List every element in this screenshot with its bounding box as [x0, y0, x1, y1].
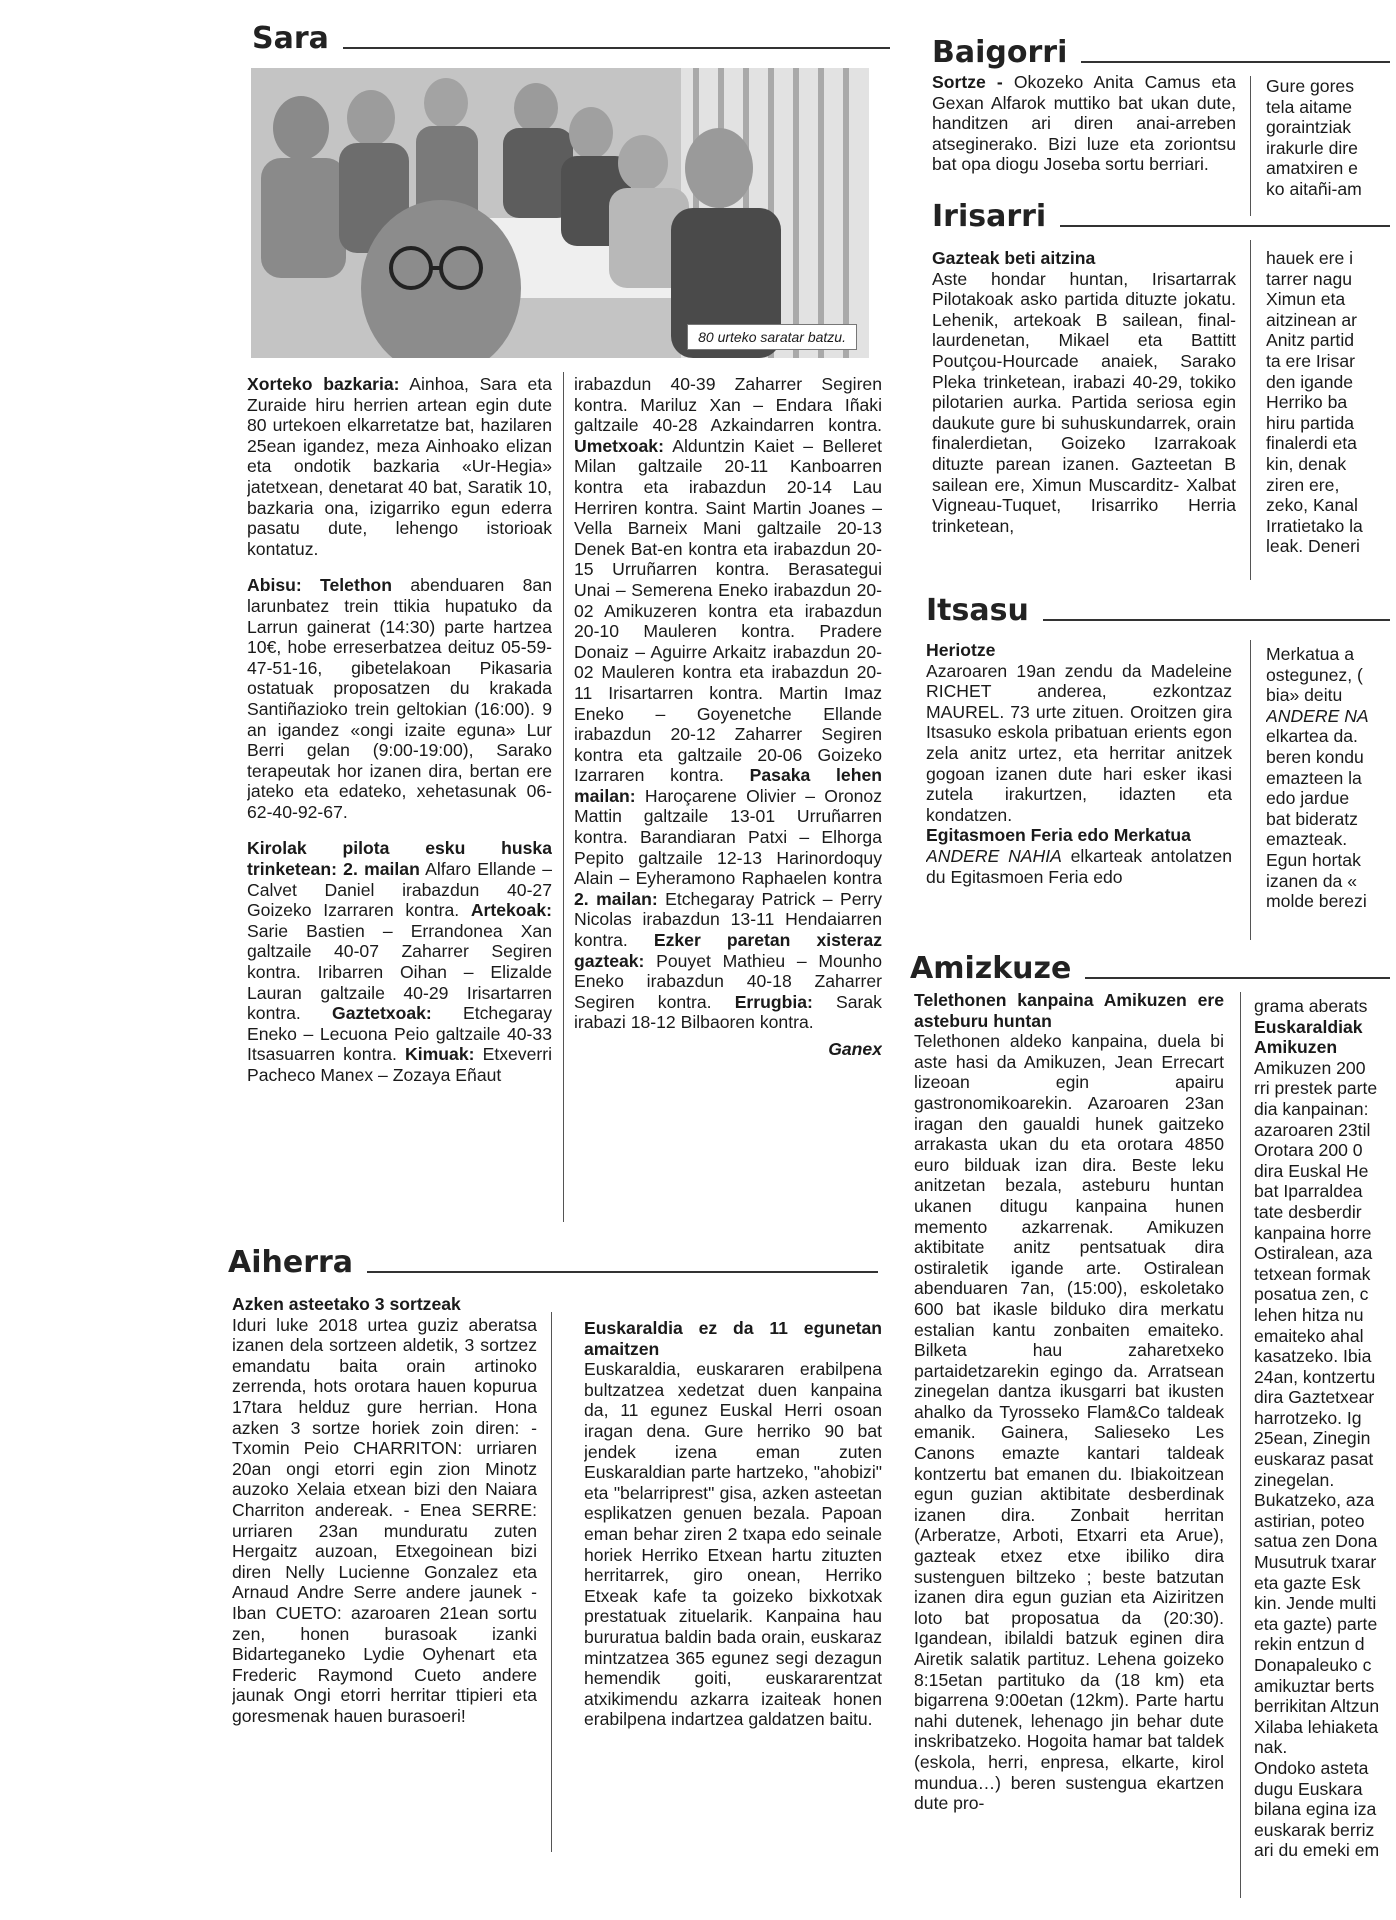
group-photo-illustration [251, 68, 869, 358]
irisarri-header [932, 199, 1390, 234]
baigorri-text: Sortze - Okozeko Anita Camus eta Gexan Alfarok muttiko bat ukan dute, handitzen ari diren anai-arreben atseginerako. Bizi luze eta zoriontsu bat opa diogu Joseba sortu berriari. [932, 72, 1236, 175]
aiherra-text-sortzeak: Iduri luke 2018 urtea guziz aberatsa izanen dela sortzeen aldetik, 3 sortzez emandatu baita orain artinoko zerrenda, hots orotara hauen kopurua 17tara helduz gure herrian. Hona azken 3 sortze horiek zoin diren: - Txomin Peio CHARRITON: urriaren 20an ongi etorri egin zion Minotz auzoko Xelaia etxean bizi den Naiara Charriton andereak. - Enea SERRE: urriaren 23an munduratu zuten Hergaitz auzoan, Etxegoinean bizi diren Nelly Lucienne Gonzalez eta Arnaud Andre Serre andere jaunek - Iban CUETO: azaroaren 21ean sortu zen, honen burasoak izanki Bidarteganeko Lydie Oyhenart eta Frederic Raymond Cueto andere jaunak Ongi etorri herritar ttipieri eta goresmenak hauen burasoeri! [232, 1314, 537, 1726]
itsasu-clipped-column: Merkatua a ostegunez, ( bia» deitu ANDERE NA elkartea da. beren kondu emazteen la edo jardue bat bideratz emazteak. Egun hortak izanen da « molde berezi [1266, 644, 1369, 912]
column-divider [1250, 240, 1251, 580]
baigorri-title: Baigorri [932, 35, 1068, 70]
aiherra-col1 [232, 1294, 537, 1854]
section-rule [1060, 225, 1390, 227]
sara-title: Sara [252, 21, 329, 56]
section-rule [1081, 61, 1390, 63]
itsasu-body-heriotze: Azaroaren 19an zendu da Madeleine RICHET anderea, ezkontzaz MAUREL. 73 urte zituen. Oroitzen gira Itsasuko eskola pribatuan erients egon zela anitz urtez, eta herritar anitzek gogoan izanen dute hari esker ikasi zutela irakurtzen, idazten eta kondatzen. [926, 660, 1232, 825]
column-divider [1240, 992, 1241, 1898]
amizkuze-body: Telethonen aldeko kanpaina, duela bi aste hasi da Amikuzen, Jean Errecart lizeoan egin apairu gastronomikoarekin. Azaroaren 23an iragan den gaualdi hunek gaitzeko arrakasta ukan du eta orotara 4850 euro bilduak izan dira. Beste leku anitzetan bezala, asteburu huntan ukanen ditugu kanpaina hunen memento azkarrenak. Amikuzen aktibitate anitz pentsatuak dira ostiraletik igande arte. Ostiralean abenduaren 7an, (15:00), eskoletako 600 bat ikasle bilduko dira merkatu estalian kantu zonbaiten emaiteko. Bilketa hau zaharetxeko partaidetzarekin egingo da. Arratsean zinegelan dantza ikusgarri bat ikusten ahalko da Tyrosseko Flam&Co taldeak emanik. Gainera, Salieseko Les Canons emazte kantari taldeak kontzertu bat emanen du. Ibiakoitzean egun guzian aktibitate desberdinak izanen dira. Zonbait herritan (Arberatze, Arboti, Etxarri eta Arue), gazteak etxez etxe ibiliko dira sustenguen biltzeko ; beste batzutan izanen dira egun guzian eta Aiziritzen loto bat proposatua da (20:30). Igandean, ibilaldi batzuk eginen dira Airetik salatik partituz. Lehena goizeko 8:15etan partituko da (18 km) eta bigarrena 9:00etan (12km). Parte hartu nahi dutenek, lehenago jin behar dute inskribatzeko. Hogoita hamar bat taldek (eskola, herri, enpresa, elkarte, kirol mundua…) beren sustengua ekartzen dute pro- [914, 1031, 1224, 1814]
baigorri-clipped-column: Gure gores tela aitame goraintziak irakurle dire amatxiren e ko aitañi-am [1266, 76, 1362, 199]
itsasu-text [926, 640, 1232, 956]
aiherra-header [228, 1245, 878, 1280]
sara-signature: Ganex [828, 1039, 882, 1059]
itsasu-body-feria: ANDERE NAHIA elkarteak antolatzen du Egitasmoen Feria edo [926, 845, 1232, 887]
irisarri-heading: Gazteak beti aitzina [932, 248, 1096, 268]
sara-left-column [247, 374, 552, 1214]
sara-results: irabazdun 40-39 Zaharrer Segiren kontra. Mariluz Xan – Endara Iñaki galtzaile 40-28 Azkaindarren kontra. Umetxoak: Alduntzin Kaiet – Belleret Milan galtzaile 20-11 Kanboarren kontra eta irabazdun 20-14 Lau Herriren kontra. Saint Martin Joanes – Vella Barneix Mani galtzaile 20-13 Denek Bat-en kontra eta irabazdun 20-15 Urruñarren kontra. Berasategui Unai – Semerena Eneko irabazdun 20-02 Amikuzeren kontra eta irabazdun 20-10 Mauleren kontra. Pradere Donaiz – Aguirre Arkaitz irabazdun 20-02 Mauleren kontra eta irabazdun 20-11 Irisartarren kontra. Martin Imaz Eneko – Goyenetche Ellande irabazdun 20-12 Zaharrer Segiren kontra eta galtzaile 20-06 Goizeko Izarraren kontra. Pasaka lehen mailan: Haroçarene Olivier – Oronoz Mattin galtzaile 13-01 Urruñarren kontra. Barandiaran Patxi – Elhorga Pepito galtzaile 12-13 Harinordoquy Alain – Eyheramono Raphaelen kontra 2. mailan: Etchegaray Patrick – Perry Nicolas irabazdun 13-11 Hendaiarren kontra. Ezker paretan xisteraz gazteak: Pouyet Mathieu – Mounho Eneko irabazdun 40-18 Zaharrer Segiren kontra. Errugbia: Sarak irabazi 18-12 Bilbaoren kontra. [574, 374, 882, 1033]
amizkuze-heading: Telethonen kanpaina Amikuzen ere asteburu huntan [914, 990, 1224, 1031]
section-rule [367, 1271, 878, 1273]
baigorri-header [932, 35, 1390, 70]
sara-article-abisu: Abisu: Telethon abenduaren 8an larunbatez trein ttikia hupatuko da Larrun gainerat (14:30) parte hartzea 10€, hobe erreserbatzea deituz 05-59-47-51-16, gibetelakoan Pikasaria ostatuak proposatzen du krakada Santiñazioko trein geltokian (16:00). 9 an igandez «ongi izaite eguna» Lur Berri gelan (9:00-19:00), Sarako terapeutak hor izanen dira, bertan ere jateko eta edateko, xehetasunak 06-62-40-92-67. [247, 575, 552, 822]
sara-header [252, 21, 890, 56]
amizkuze-clipped-column: grama aberats Euskaraldiak Amikuzen Amikuzen 200 rri prestek parte dia kanpainan: azaroaren 23til Orotara 200 0 dira Euskal He bat Iparraldea tate desberdir kanpaina horre Ostiralean, aza tetxean formak posatua zen, c lehen hitza nu emaiteko ahal kasatzeko. Ibia 24an, kontzertu dira Gaztetxear harrotzeko. Ig 25ean, Zinegin euskaraz pasat zinegelan. Bukatzeko, aza astirian, poteo satua zen Dona Musutruk txarar eta gazte Esk kin. Jende multi eta gazte) parte rekin entzun d Donapaleuko c amikuztar berts berrikitan Altzun Xilaba lehiaketa nak. Ondoko asteta dugu Euskara bilana egina iza euskarak berriz ari du emeki em [1254, 996, 1380, 1861]
sara-article-kirolak: Kirolak pilota esku huska trinketean: 2. mailan Alfaro Ellande – Calvet Daniel irabazdun 40-27 Goizeko Izarraren kontra. Artekoak: Sarie Bastien – Errandonea Xan galtzaile 40-07 Zaharrer Segiren kontra. Iribarren Oihan – Elizalde Lauran galtzaile 40-29 Irisartarren kontra. Gaztetxoak: Etchegaray Eneko – Lecuona Peio galtzaile 40-33 Itsasuarren kontra. Kimuak: Etxeverri Pacheco Manex – Zozaya Eñaut [247, 838, 552, 1085]
sara-photo [251, 68, 869, 358]
amizkuze-header [910, 951, 1390, 986]
column-divider [1250, 640, 1251, 940]
aiherra-title: Aiherra [228, 1245, 354, 1280]
itsasu-header [926, 593, 1390, 628]
amizkuze-text [914, 990, 1224, 1910]
aiherra-col2 [584, 1318, 882, 1848]
itsasu-heading-heriotze: Heriotze [926, 640, 996, 660]
sara-mid-column [574, 374, 882, 1234]
column-divider [1250, 76, 1251, 216]
aiherra-heading-sortzeak: Azken asteetako 3 sortzeak [232, 1294, 461, 1314]
aiherra-text-euskaraldia: Euskaraldia, euskararen erabilpena bultzatzea xedetzat duen kanpaina da, 11 egunez Euskal Herri osoan iragan dena. Gure herriko 90 bat jendek izena eman zuten Euskaraldian parte hartzeko, "ahobizi" eta "belarriprest" gisa, azken asteetan esplikatzen genuen bezala. Papoan eman behar ziren 2 txapa edo seinale horiek Herriko Etxean hartu zituzten herritarrek, giro onean, Herriko Etxeak kafe ta goizeko bixkotxak prestatuak zituelarik. Kanpaina hau bururatua baldin bada orain, euskaraz mintzatzea 365 egunez segi dezagun hemendik goiti, euskararentzat atxikimendu azkarra izaiteak honen erabilpena indartzea galdatzen baitu. [584, 1359, 882, 1730]
column-divider [551, 1312, 552, 1852]
aiherra-heading-euskaraldia: Euskaraldia ez da 11 egunetan amaitzen [584, 1318, 882, 1359]
irisarri-title: Irisarri [932, 199, 1047, 234]
photo-caption: 80 urteko saratar batzu. [687, 324, 857, 350]
itsasu-title: Itsasu [926, 593, 1029, 628]
sara-article-xorteko: Xorteko bazkaria: Ainhoa, Sara eta Zuraide hiru herrien artean egin dute 80 urtekoen elkarretatze bat, hazilaren 25ean igandez, meza Ainhoako elizan eta ondotik bazkaria «Ur-Hegia» jatetxean, denetarat 40 bat, Saratik 10, bazkaria ona, izigarriko egun ederra pasatu dute, lehengo istorioak kontatuz. [247, 374, 552, 559]
irisarri-clipped-column: hauek ere i tarrer nagu Ximun eta aitzinean ar Anitz partid ta ere Irisar den igande Herriko ba hiru partida finalerdi eta kin, denak ziren ere, zeko, Kanal Irratietako la leak. Deneri [1266, 248, 1363, 557]
irisarri-body: Aste hondar huntan, Irisartarrak Pilotakoak asko partida dituzte jokatu. Lehenik, artekoak B sailean, final-laurdenetan, Mikael eta Battitt Poutçou-Hourcade anaiek, Sarako Pleka trinketean, irabazi 40-29, tokiko pilotarien aurka. Partida seriosa egin daukute gure bi suhuskundarrek, orain finalerdietan, Goizeko Izarrakoak dituzte parean izanen. Gazteetan B sailean ere, Ximun Muscarditz- Xalbat Vigneau-Tuquet, Irisarriko Herria trinketean, [932, 268, 1236, 536]
irisarri-text [932, 248, 1236, 598]
section-rule [343, 47, 890, 49]
amizkuze-title: Amizkuze [910, 951, 1072, 986]
itsasu-heading-feria: Egitasmoen Feria edo Merkatua [926, 825, 1191, 846]
section-rule [1043, 619, 1390, 621]
section-rule [1085, 977, 1390, 979]
column-divider [563, 372, 564, 1222]
